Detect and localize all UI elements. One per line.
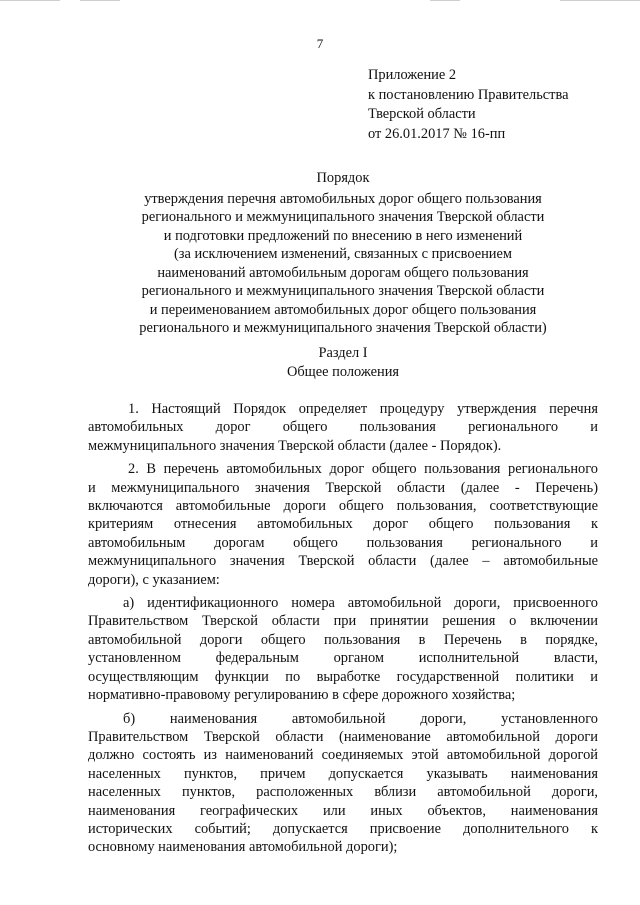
paragraph-2b (88, 710, 598, 857)
title-main: Порядок (316, 170, 370, 186)
paragraph-line: исторических событий; допускается присвоение дополнительного к (88, 820, 598, 837)
paragraph-line: дороги), с указанием: (88, 571, 220, 588)
paragraph-line: межмуниципального значения Тверской области (далее – автомобильные (88, 553, 598, 570)
scan-artifact-line (560, 0, 640, 1)
paragraph-line: населенных пунктов, расположенных вблизи автомобильной дороги, (88, 784, 598, 801)
page-number: 7 (316, 36, 324, 51)
paragraph-line: автомобильным дорогам общего пользования регионального и (88, 534, 598, 551)
paragraph-line: населенных пунктов, причем допускается указывать наименования (88, 765, 598, 782)
appendix-line: Приложение 2 (368, 67, 457, 83)
paragraph-line: автомобильной дороги общего пользования в Перечень в порядке, (88, 631, 598, 648)
paragraph-line: Правительством Тверской области при принятии решения о включении (88, 613, 598, 630)
paragraph-line: должно состоять из наименований соединяемых этой автомобильной дорогой (88, 747, 598, 764)
paragraph-line: осуществляющим функции по выработке государственной политики и (88, 668, 598, 685)
paragraph-line: 2. В перечень автомобильных дорог общего пользования регионального (128, 461, 598, 478)
paragraph-line: 1. Настоящий Порядок определяет процедуру утверждения перечня (128, 401, 598, 417)
section-title: Общее положения (286, 363, 400, 380)
title-line: (за исключением изменений, связанных с присвоением (174, 246, 512, 262)
paragraph-line: включаются автомобильные дороги общего пользования, соответствующие (88, 498, 598, 515)
paragraph-line: основному наименования автомобильной дороги); (88, 839, 398, 856)
paragraph-2a (88, 594, 598, 704)
section-heading (88, 344, 598, 381)
scan-artifact-line (80, 0, 120, 1)
paragraph-line: наименования географических или иных объектов, наименования (88, 802, 598, 819)
paragraph-2 (88, 460, 598, 589)
title-line: регионального и межмуниципального значения Тверской области (141, 283, 545, 299)
paragraph-line: б) наименования автомобильной дороги, установленного (123, 710, 598, 727)
scan-artifact-line (0, 0, 60, 1)
title-line: наименований автомобильным дорогам общего пользования (157, 264, 529, 281)
appendix-block (368, 66, 618, 144)
paragraph-line: и межмуниципального значения Тверской области (далее - Перечень) (88, 479, 598, 496)
paragraph-line: Правительством Тверской области (наименование автомобильной дороги (88, 728, 598, 745)
paragraph-line: межмуниципального значения Тверской области (далее - Порядок). (88, 437, 502, 454)
scan-artifact-line (430, 0, 460, 1)
title-line: и переименованием автомобильных дорог общего пользования (149, 301, 537, 318)
title-line: и подготовки предложений по внесению в него изменений (163, 227, 523, 244)
paragraph-line: автомобильных дорог общего пользования регионального и (88, 419, 598, 436)
paragraph-line: а) идентификационного номера автомобильной дороги, присвоенного (123, 595, 598, 612)
paragraph-line: установленном федеральным органом исполнительной власти, (88, 650, 598, 667)
title-line: регионального и межмуниципального значения Тверской области) (139, 320, 547, 336)
appendix-line: Тверской области (368, 106, 476, 122)
paragraph-line: нормативно-правовому регулированию в сфере дорожного хозяйства; (88, 687, 516, 704)
title-line: утверждения перечня автомобильных дорог общего пользования (144, 190, 542, 207)
appendix-line: от 26.01.2017 № 16-пп (368, 125, 506, 142)
document-body (88, 400, 598, 862)
section-label: Раздел I (318, 345, 368, 361)
paragraph-1 (88, 400, 598, 455)
appendix-line: к постановлению Правительства (368, 86, 569, 103)
paragraph-line: критериям отнесения автомобильных дорог общего пользования к (88, 516, 598, 533)
document-title (88, 169, 598, 338)
title-line: регионального и межмуниципального значения Тверской области (141, 209, 545, 225)
